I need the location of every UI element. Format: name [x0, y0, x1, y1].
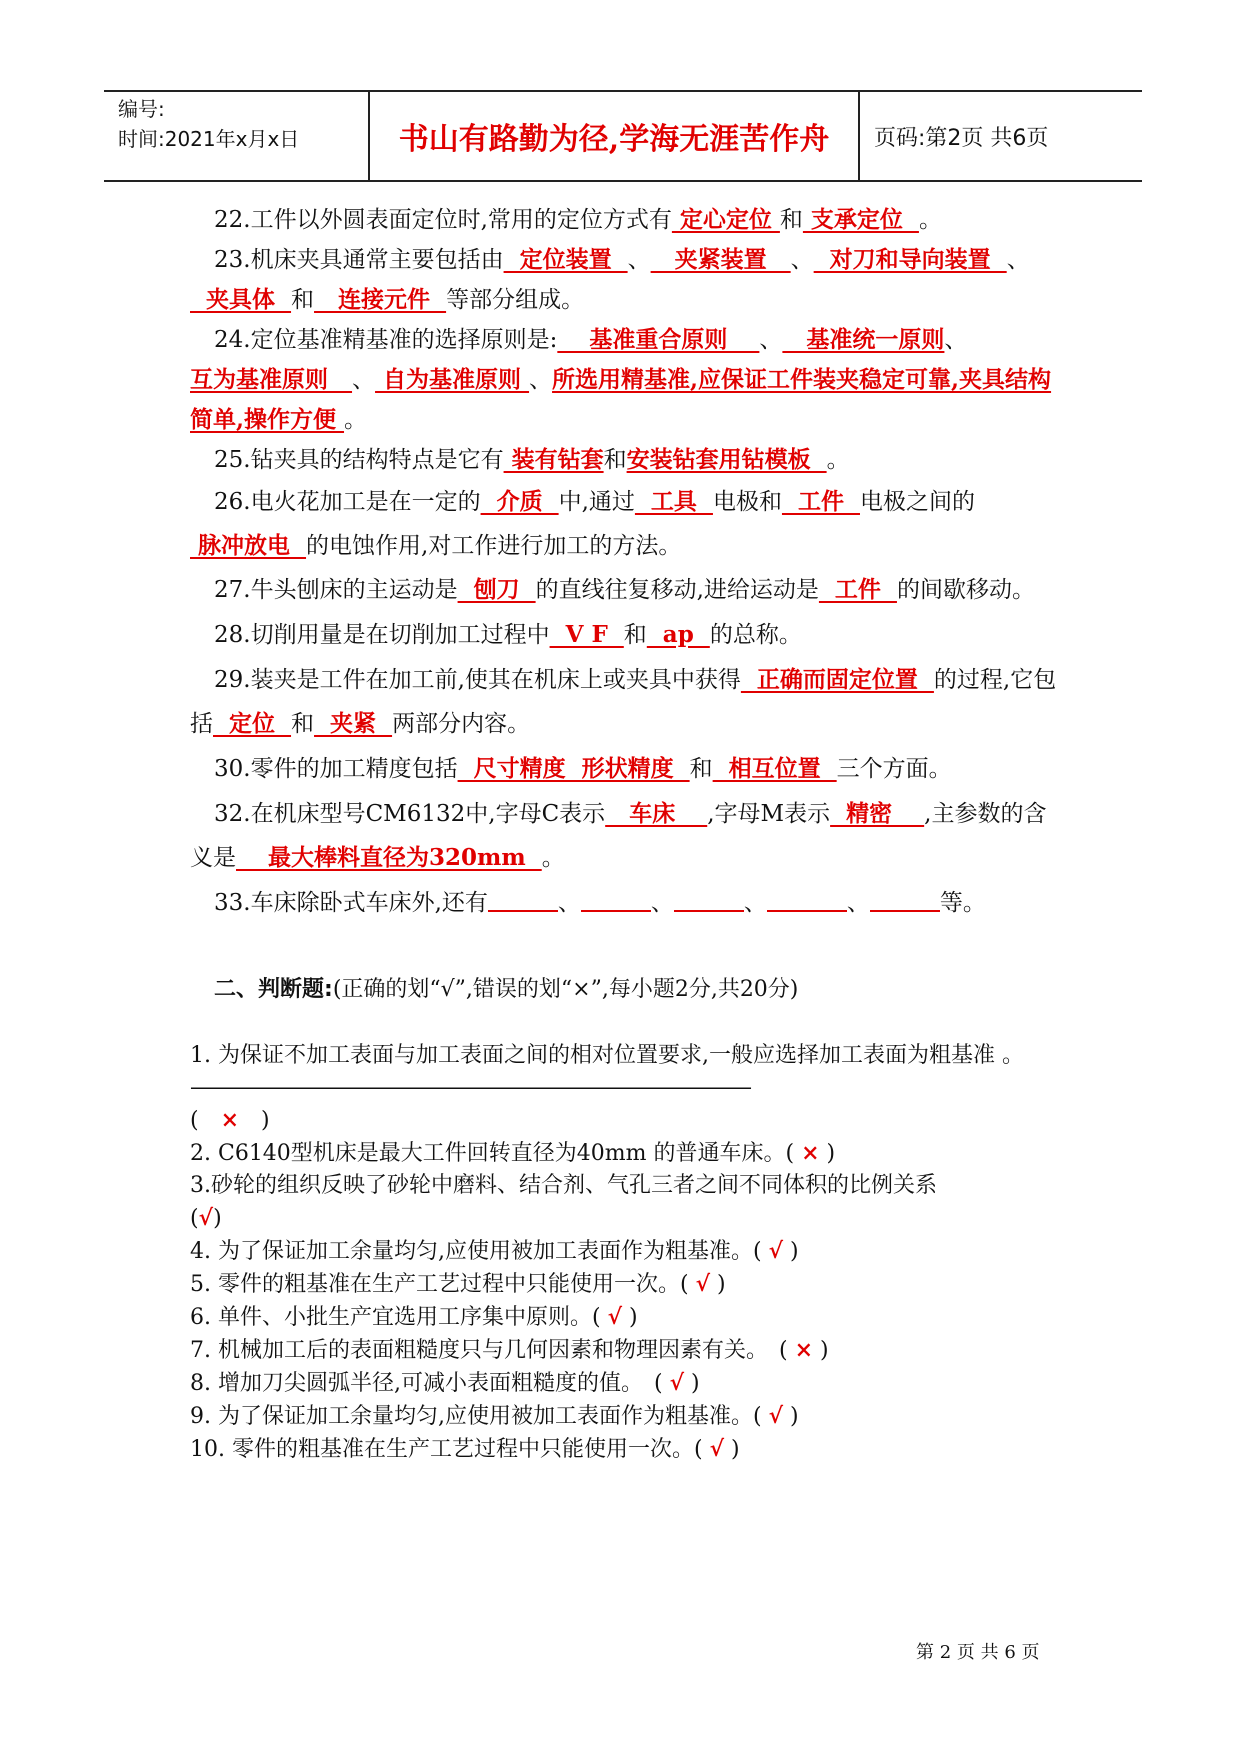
answer: 定位	[213, 710, 292, 737]
question-32: 32.在机床型号CM6132中,字母C表示 车床 ,字母M表示 精密 ,主参数的含义是 最大棒料直径为320mm 。	[190, 800, 1047, 871]
answer: 所选用精基准,应保证工件装夹稳定可靠,夹具结构简单,操作方便	[190, 366, 1052, 433]
answer: 夹紧	[314, 710, 393, 737]
answer: 互为基准原则	[190, 366, 353, 393]
answer: 定位装置	[503, 246, 628, 273]
answer: 安装钻套用钻模板	[626, 446, 827, 473]
tf-item-5: 5. 零件的粗基准在生产工艺过程中只能使用一次。( √ )	[190, 1271, 726, 1297]
blank-line	[581, 886, 651, 912]
check-mark-icon: √	[768, 1403, 784, 1429]
answer: V F	[549, 621, 624, 648]
blank-line	[488, 886, 558, 912]
answer: 自为基准原则	[375, 366, 530, 393]
question-27: 27.牛头刨床的主运动是 刨刀 的直线往复移动,进给运动是 工件 的间歇移动。	[214, 576, 1035, 603]
blank-line	[870, 886, 940, 912]
answer: 正确而固定位置	[740, 666, 934, 693]
document-body	[190, 200, 1060, 1466]
tf-item-3-answer: (√)	[190, 1205, 222, 1231]
answer: 相互位置	[712, 755, 837, 782]
cross-mark-icon: ×	[794, 1337, 814, 1363]
tf-item-3: 3.砂轮的组织反映了砂轮中磨料、结合剂、气孔三者之间不同体积的比例关系	[190, 1173, 937, 1198]
tf-item-10: 10. 零件的粗基准在生产工艺过程中只能使用一次。( √ )	[190, 1436, 740, 1462]
check-mark-icon: √	[607, 1304, 623, 1330]
answer: 尺寸精度 形状精度	[457, 755, 690, 782]
answer: 基准重合原则	[557, 326, 760, 353]
check-mark-icon: √	[669, 1370, 685, 1396]
answer: 支承定位	[802, 206, 919, 233]
question-24: 24.定位基准精基准的选择原则是: 基准重合原则 、 基准统一原则、互为基准原则 、 自为基准原则 、所选用精基准,应保证工件装夹稳定可靠,夹具结构简单,操作方便 。	[190, 326, 1052, 433]
question-22: 22.工件以外圆表面定位时,常用的定位方式有 定心定位 和 支承定位 。	[214, 206, 942, 233]
answer: 工具	[634, 488, 713, 515]
answer: 工件	[781, 488, 860, 515]
tf-item-1: 1. 为保证不加工表面与加工表面之间的相对位置要求,一般应选择加工表面为粗基准 。 ————————————————————————————	[190, 1043, 1024, 1100]
answer: 刨刀	[457, 576, 536, 603]
header-info	[104, 92, 370, 180]
question-33: 33.车床除卧式车床外,还有 、 、 、 、 等。	[190, 880, 1060, 926]
answer: 最大棒料直径为320mm	[236, 844, 542, 871]
answer: 夹具体	[190, 286, 292, 313]
answer: 脉冲放电	[190, 532, 307, 559]
tf-item-1-answer: ( × )	[190, 1107, 270, 1133]
blank-line	[767, 886, 847, 912]
page-header	[104, 90, 1142, 182]
question-26: 26.电火花加工是在一定的 介质 中,通过 工具 电极和 工件 电极之间的 脉冲放电 的电蚀作用,对工作进行加工的方法。	[190, 488, 975, 559]
true-false-list	[190, 1040, 1060, 1466]
question-30: 30.零件的加工精度包括 尺寸精度 形状精度 和 相互位置 三个方面。	[214, 755, 952, 782]
answer: 车床	[605, 800, 708, 827]
number-label: 编号:	[118, 97, 165, 121]
tf-item-9: 9. 为了保证加工余量均匀,应使用被加工表面作为粗基准。( √ )	[190, 1403, 799, 1429]
answer: 精密	[830, 800, 925, 827]
tf-item-7: 7. 机械加工后的表面粗糙度只与几何因素和物理因素有关。 ( × )	[190, 1337, 829, 1363]
section-title: 二、判断题:(正确的划“√”,错误的划“×”,每小题2分,共20分)	[214, 977, 799, 1002]
check-mark-icon: √	[709, 1436, 725, 1462]
page-label: 页码:第2页 共6页	[874, 125, 1049, 151]
question-29: 29.装夹是工件在加工前,使其在机床上或夹具中获得 正确而固定位置 的过程,它包括 定位 和 夹紧 两部分内容。	[190, 666, 1057, 737]
check-mark-icon: √	[198, 1205, 214, 1231]
tf-item-2: 2. C6140型机床是最大工件回转直径为40mm 的普通车床。( × )	[190, 1140, 836, 1166]
answer: 工件	[818, 576, 897, 603]
time-label: 时间:2021年x月x日	[118, 127, 300, 151]
question-23: 23.机床夹具通常主要包括由 定位装置 、 夹紧装置 、 对刀和导向装置 、 夹具体 和 连接元件 等部分组成。	[190, 246, 1030, 313]
answer: 装有钻套	[503, 446, 604, 473]
answer: 夹紧装置	[650, 246, 791, 273]
blank-line	[674, 886, 744, 912]
tf-item-8: 8. 增加刀尖圆弧半径,可减小表面粗糙度的值。 ( √ )	[190, 1370, 700, 1396]
check-mark-icon: √	[695, 1271, 711, 1297]
answer: 基准统一原则	[782, 326, 945, 353]
question-25: 25.钻夹具的结构特点是它有 装有钻套和安装钻套用钻模板 。	[214, 446, 850, 473]
cross-mark-icon: ×	[801, 1140, 820, 1166]
motto: 书山有路勤为径,学海无涯苦作舟	[370, 92, 860, 180]
answer: 连接元件	[314, 286, 447, 313]
tf-item-4: 4. 为了保证加工余量均匀,应使用被加工表面作为粗基准。( √ )	[190, 1238, 799, 1264]
cross-mark-icon: ×	[220, 1107, 240, 1133]
answer: 定心定位	[671, 206, 780, 233]
answer: 介质	[480, 488, 559, 515]
check-mark-icon: √	[768, 1238, 784, 1264]
answer: 对刀和导向装置	[813, 246, 1007, 273]
question-28: 28.切削用量是在切削加工过程中 V F 和 ap 的总称。	[214, 621, 802, 648]
tf-item-6: 6. 单件、小批生产宜选用工序集中原则。( √ )	[190, 1304, 638, 1330]
page-footer: 第 2 页 共 6 页	[916, 1642, 1040, 1663]
answer: ap	[646, 621, 710, 648]
